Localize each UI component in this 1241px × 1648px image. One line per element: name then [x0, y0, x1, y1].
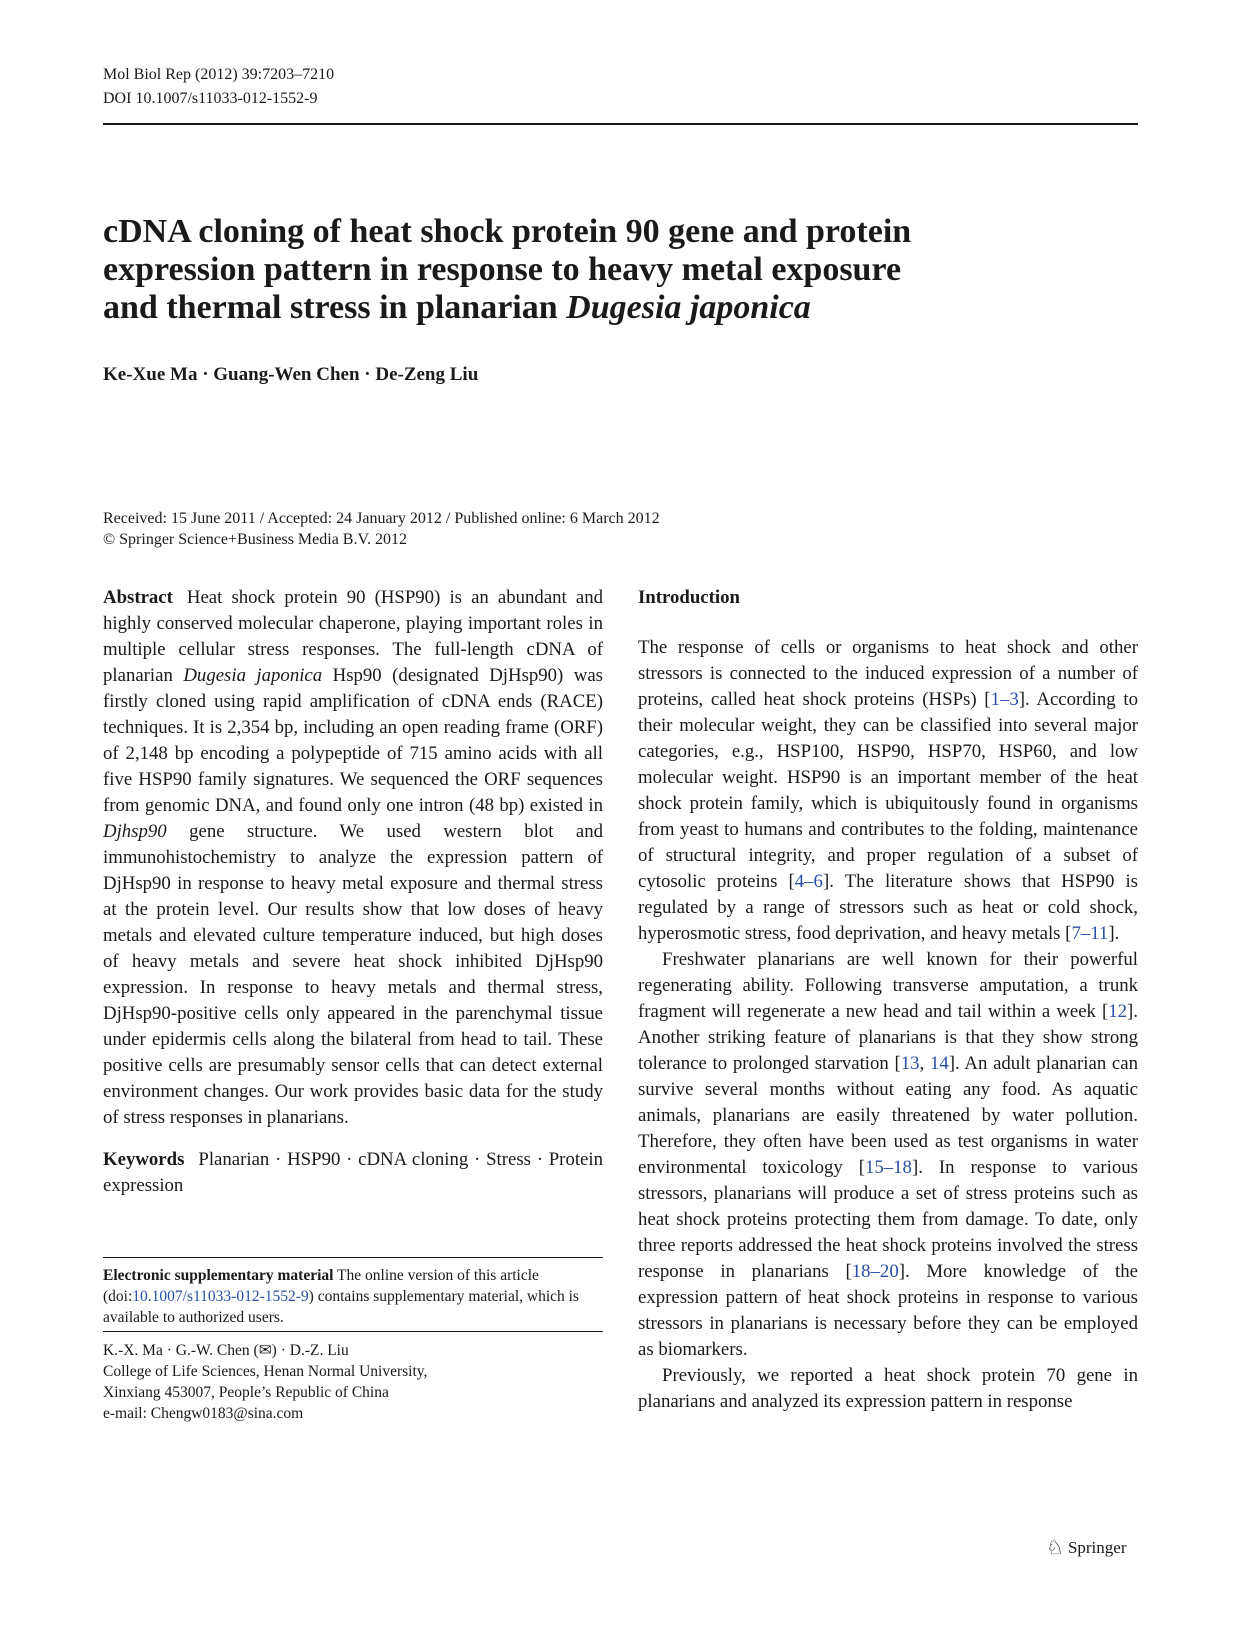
intro-p1-text-d: ].	[1108, 923, 1120, 944]
citation-link[interactable]: 14	[929, 1053, 949, 1074]
esm-text-1: The online version of this article (doi:	[103, 1267, 539, 1305]
abstract-text-3: gene structure. We used western blot and immunohistochemistry to analyze the expression pattern of DjHsp90 in response to heavy metal exposure and thermal stress at the protein level. Our results show that low doses of heavy metals and elevated culture temperature induced, but high doses of heavy metals and severe heat shock inhibited DjHsp90 expression. In response to heavy metals and thermal stress, DjHsp90-positive cells only appeared in the parenchymal tissue under epidermis cells along the bilateral from head to tail. These positive cells are presumably sensor cells that can detect external environment changes. Our work provides basic data for the study of stress responses in planarians.	[103, 821, 603, 1128]
footnote-rule-top	[103, 1257, 603, 1258]
affiliation-authors: K.-X. Ma · G.-W. Chen (✉) · D.-Z. Liu	[103, 1342, 349, 1359]
abstract	[103, 585, 603, 1131]
affiliation-email[interactable]: e-mail: Chengw0183@sina.com	[103, 1405, 304, 1422]
intro-p1-text-c: ]. The literature shows that HSP90 is regulated by a range of stressors such as heat or cold shock, hyperosmotic stress, food deprivation, and heavy metals [	[638, 871, 1138, 944]
journal-citation: Mol Biol Rep (2012) 39:7203–7210	[103, 66, 335, 83]
abstract-text-1: Heat shock protein 90 (HSP90) is an abundant and highly conserved molecular chaperone, playing important roles in multiple cellular stress responses. The full-length cDNA of planarian	[103, 587, 603, 686]
publisher-name: Springer	[1067, 1537, 1127, 1557]
citation-link[interactable]: 12	[1108, 1001, 1128, 1022]
keywords	[103, 1147, 603, 1199]
header-rule	[103, 123, 1138, 125]
right-column	[638, 585, 1138, 1415]
journal-header	[103, 63, 334, 111]
title-line-3-text: and thermal stress in planarian	[103, 289, 567, 326]
title-species: Dugesia japonica	[566, 289, 811, 326]
copyright: © Springer Science+Business Media B.V. 2012	[103, 531, 407, 548]
article-dates	[103, 508, 660, 550]
keywords-heading: Keywords	[103, 1149, 185, 1170]
footnote-rule-bottom	[103, 1331, 603, 1332]
abstract-text-2: Hsp90 (designated DjHsp90) was firstly cloned using rapid amplification of cDNA ends (RACE) techniques. It is 2,354 bp, including an open reading frame (ORF) of 2,148 bp encoding a polypeptide of 715 amino acids with all five HSP90 family signatures. We sequenced the ORF sequences from genomic DNA, and found only one intron (48 bp) existed in	[103, 665, 603, 816]
esm-text-2: ) contains supplementary material, which is available to authorized users.	[103, 1288, 579, 1326]
title-line-1: cDNA cloning of heat shock protein 90 gene and protein	[103, 213, 912, 250]
intro-p2-text-sep: ,	[919, 1053, 930, 1074]
citation-link[interactable]: 4–6	[794, 871, 823, 892]
intro-paragraph-2	[638, 947, 1138, 1363]
abstract-gene: Djhsp90	[103, 821, 167, 842]
introduction-heading: Introduction	[638, 587, 740, 608]
citation-link[interactable]: 7–11	[1071, 923, 1109, 944]
intro-paragraph-3: Previously, we reported a heat shock protein 70 gene in planarians and analyzed its expression pattern in response	[638, 1365, 1138, 1412]
citation-link[interactable]: 1–3	[990, 689, 1019, 710]
affiliation-institution: College of Life Sciences, Henan Normal University,	[103, 1363, 428, 1380]
left-column	[103, 585, 603, 1199]
intro-p1-text-b: ]. According to their molecular weight, they can be classified into several major categories, e.g., HSP100, HSP90, HSP70, HSP60, and low molecular weight. HSP90 is an important member of the heat shock protein family, which is ubiquitously found in organisms from yeast to humans and contributes to the folding, maintenance of structural integrity, and proper regulation of a subset of cytosolic proteins [	[638, 689, 1138, 892]
intro-p2-text-b: ]. Another striking feature of planarians is that they show strong tolerance to prolonged starvation [	[638, 1001, 1138, 1074]
keywords-text: Planarian · HSP90 · cDNA cloning · Stress · Protein expression	[103, 1149, 603, 1196]
intro-p2-text-c: ]. An adult planarian can survive several months without eating any food. As aquatic animals, planarians are easily threatened by water pollution. Therefore, they often have been used as test organisms in water environmental toxicology [	[638, 1053, 1138, 1178]
journal-doi: DOI 10.1007/s11033-012-1552-9	[103, 90, 318, 107]
citation-link[interactable]: 15–18	[864, 1157, 912, 1178]
supplementary-note	[103, 1265, 603, 1328]
intro-p2-text-d: ]. In response to various stressors, planarians will produce a set of stress proteins such as heat shock proteins protecting them from damage. To date, only three reports addressed the heat shock proteins involved the stress response in planarians [	[638, 1157, 1138, 1282]
affiliation-city: Xinxiang 453007, People’s Republic of China	[103, 1384, 389, 1401]
abstract-species: Dugesia japonica	[183, 665, 323, 686]
intro-p1-text-a: The response of cells or organisms to heat shock and other stressors is connected to the induced expression of a number of proteins, called heat shock proteins (HSPs) [	[638, 637, 1138, 710]
article-title	[103, 213, 1003, 327]
affiliation	[103, 1340, 603, 1424]
author-list: Ke-Xue Ma · Guang-Wen Chen · De-Zeng Liu	[103, 364, 479, 385]
springer-horse-icon: ♘	[1046, 1537, 1064, 1559]
title-line-3	[103, 289, 1003, 327]
title-line-2: expression pattern in response to heavy metal exposure	[103, 251, 902, 288]
publisher-logo	[1046, 1535, 1126, 1560]
intro-paragraph-1	[638, 635, 1138, 947]
intro-p2-text-a: Freshwater planarians are well known for their powerful regenerating ability. Following transverse amputation, a trunk fragment will regenerate a new head and tail within a week [	[638, 949, 1138, 1022]
history-dates: Received: 15 June 2011 / Accepted: 24 January 2012 / Published online: 6 March 2012	[103, 510, 660, 527]
abstract-heading: Abstract	[103, 587, 173, 608]
citation-link[interactable]: 13	[900, 1053, 920, 1074]
doi-link[interactable]: 10.1007/s11033-012-1552-9	[132, 1288, 309, 1305]
intro-p2-text-e: ]. More knowledge of the expression pattern of heat shock proteins in response to various stressors in planarians is necessary before they can be employed as biomarkers.	[638, 1261, 1138, 1360]
esm-heading: Electronic supplementary material	[103, 1267, 334, 1284]
citation-link[interactable]: 18–20	[851, 1261, 899, 1282]
